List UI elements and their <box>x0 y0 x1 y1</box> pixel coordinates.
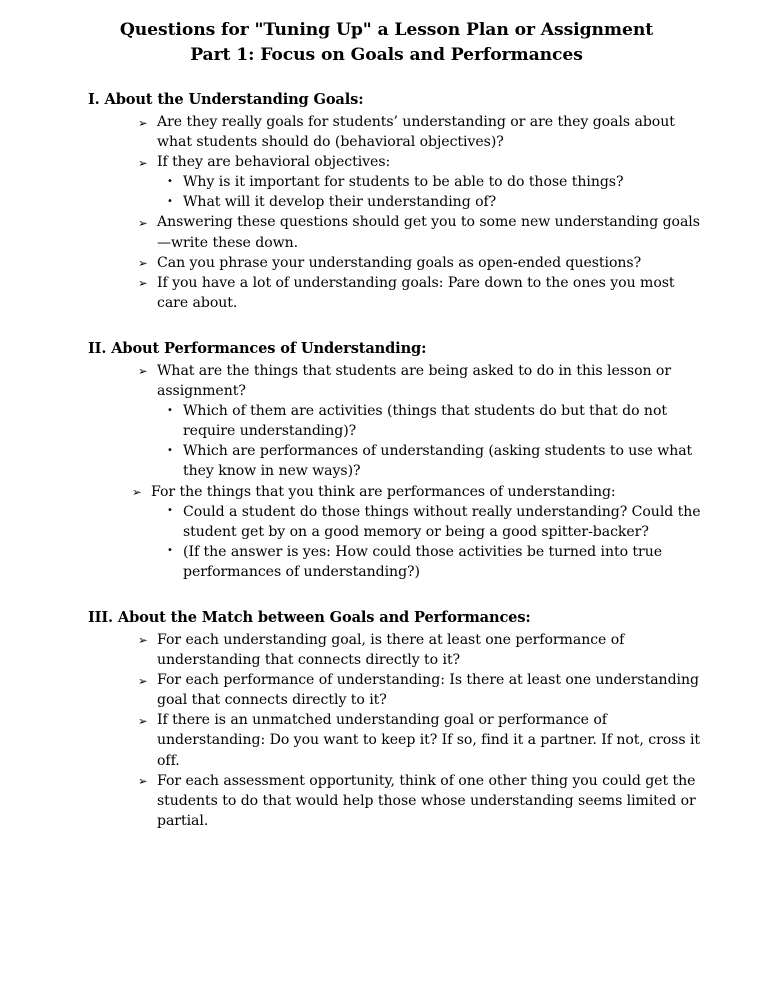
arrow-bullet-icon: ➢ <box>138 673 148 688</box>
bullet-text: (If the answer is yes: How could those activities be turned into true performances of understanding?) <box>183 543 662 580</box>
bullet-item <box>70 152 703 172</box>
bullet-list <box>70 361 703 582</box>
bullet-item <box>70 670 703 710</box>
section-heading: II. About Performances of Understanding: <box>88 339 427 357</box>
arrow-bullet-icon: ➢ <box>138 115 148 130</box>
document-title <box>70 18 703 68</box>
bullet-item <box>70 112 703 152</box>
title-line-2: Part 1: Focus on Goals and Performances <box>190 45 583 65</box>
arrow-bullet-icon: ➢ <box>138 774 148 789</box>
bullet-item <box>70 253 703 273</box>
arrow-bullet-icon: ➢ <box>132 485 142 499</box>
arrow-bullet-icon: ➢ <box>138 215 148 230</box>
bullet-item <box>70 192 703 212</box>
bullet-text: Why is it important for students to be able to do those things? <box>183 174 624 191</box>
bullet-text: Answering these questions should get you to some new understanding goals—write these down. <box>157 214 700 251</box>
arrow-bullet-icon: ➢ <box>138 155 148 170</box>
document-body <box>70 90 703 831</box>
bullet-text: What are the things that students are being asked to do in this lesson or assignment? <box>157 362 672 400</box>
bullet-text: If they are behavioral objectives: <box>157 154 391 171</box>
bullet-item <box>70 482 703 502</box>
bullet-list <box>70 112 703 313</box>
arrow-bullet-icon: ➢ <box>138 633 148 648</box>
bullet-text: Which are performances of understanding (asking students to use what they know in new ways)? <box>183 443 693 480</box>
section-3 <box>70 608 703 831</box>
bullet-item <box>70 273 703 313</box>
dot-bullet-icon: • <box>167 404 173 416</box>
bullet-item <box>70 710 703 770</box>
dot-bullet-icon: • <box>167 505 173 517</box>
bullet-item <box>70 542 703 582</box>
bullet-item <box>70 401 703 441</box>
bullet-text: If you have a lot of understanding goals: Pare down to the ones you most care about. <box>157 274 675 311</box>
arrow-bullet-icon: ➢ <box>138 276 148 291</box>
bullet-text: What will it develop their understanding of? <box>183 194 497 211</box>
title-line-1: Questions for "Tuning Up" a Lesson Plan or Assignment <box>119 20 654 40</box>
bullet-text: For each performance of understanding: Is there at least one understanding goal that connects directly to it? <box>157 672 699 709</box>
bullet-text: For the things that you think are performances of understanding: <box>151 483 616 500</box>
bullet-text: Are they really goals for students’ understanding or are they goals about what students should do (behavioral objectives)? <box>157 114 675 151</box>
dot-bullet-icon: • <box>167 444 173 456</box>
dot-bullet-icon: • <box>167 175 173 187</box>
section-heading: I. About the Understanding Goals: <box>88 91 364 108</box>
arrow-bullet-icon: ➢ <box>138 713 148 728</box>
section-1 <box>70 90 703 313</box>
bullet-list <box>70 630 703 831</box>
arrow-bullet-icon: ➢ <box>138 364 148 379</box>
bullet-item <box>70 630 703 670</box>
bullet-text: If there is an unmatched understanding goal or performance of understanding: Do you want to keep it? If so, find it a partner. If not, cross it off. <box>157 712 700 769</box>
section-heading: III. About the Match between Goals and Performances: <box>88 608 531 626</box>
bullet-item <box>70 441 703 481</box>
bullet-item <box>70 502 703 542</box>
bullet-item <box>70 172 703 192</box>
bullet-text: For each assessment opportunity, think of one other thing you could get the students to do that would help those whose understanding seems limited or partial. <box>157 772 696 829</box>
section-2 <box>70 339 703 582</box>
bullet-text: Can you phrase your understanding goals as open-ended questions? <box>157 254 642 271</box>
bullet-item <box>70 771 703 831</box>
arrow-bullet-icon: ➢ <box>138 256 148 271</box>
bullet-text: Which of them are activities (things that students do but that do not require understanding)? <box>183 403 667 440</box>
bullet-text: For each understanding goal, is there at least one performance of understanding that connects directly to it? <box>157 631 625 669</box>
bullet-item <box>70 212 703 252</box>
bullet-item <box>70 361 703 401</box>
dot-bullet-icon: • <box>167 545 173 557</box>
dot-bullet-icon: • <box>167 195 173 207</box>
bullet-text: Could a student do those things without really understanding? Could the student get by on a good memory or being a good spitter-backer? <box>183 503 701 540</box>
